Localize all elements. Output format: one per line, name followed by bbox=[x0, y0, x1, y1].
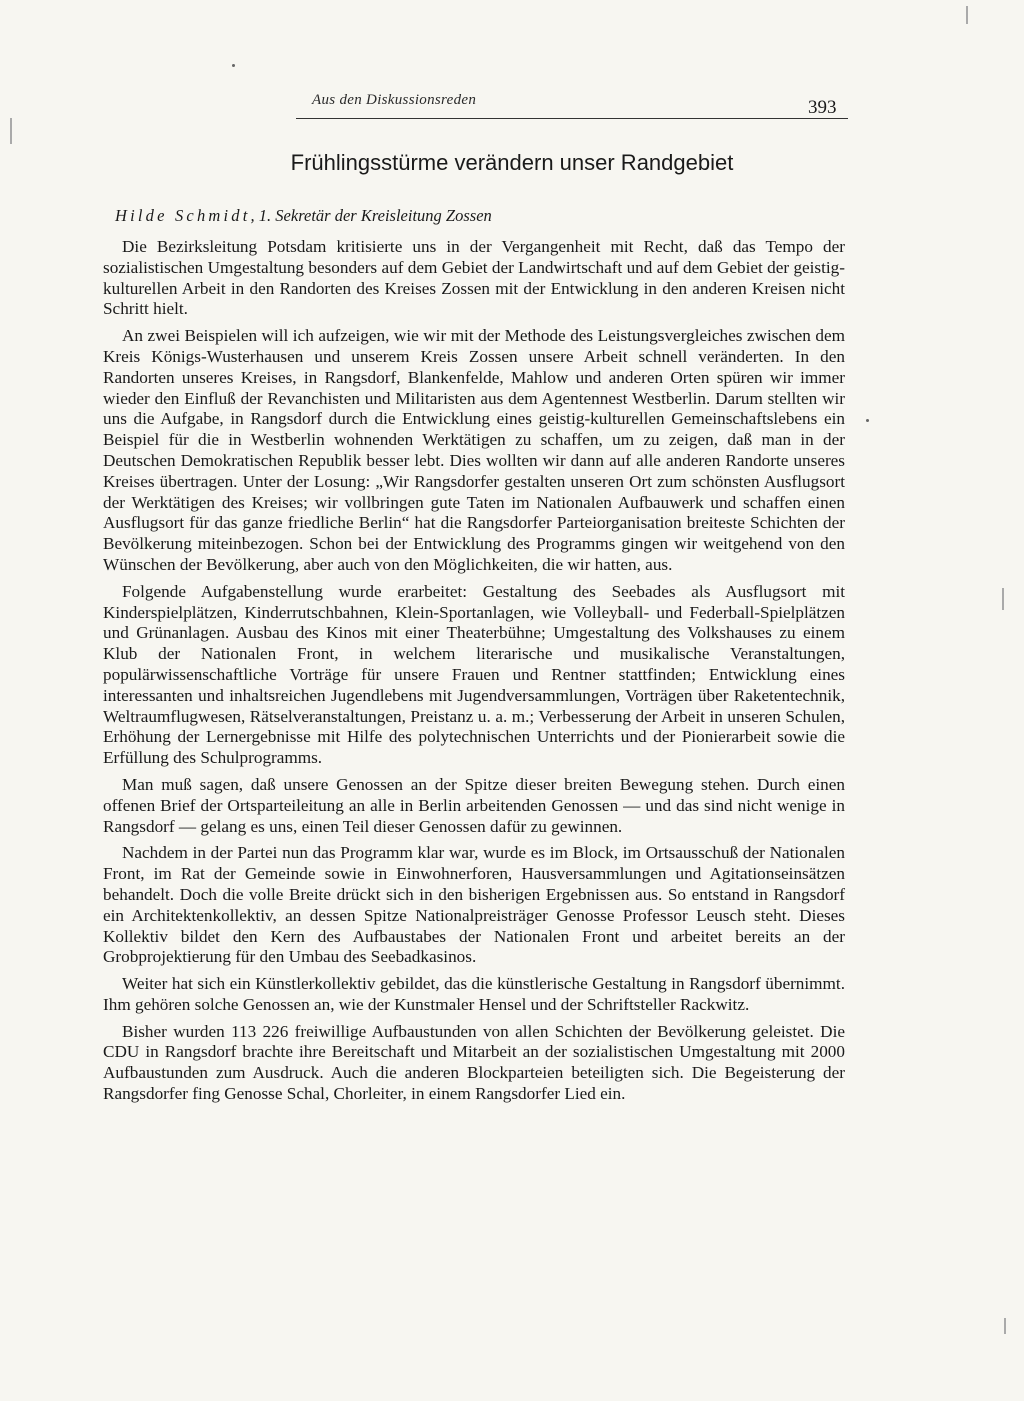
article-body bbox=[103, 237, 845, 1111]
scan-edge-mark bbox=[10, 118, 12, 144]
page-number: 393 bbox=[808, 97, 837, 118]
scan-speck bbox=[232, 64, 235, 67]
scan-edge-mark bbox=[1004, 1318, 1006, 1334]
paragraph: Folgende Aufgabenstellung wurde erarbeitet: Gestaltung des Seebades als Ausflugsort mit Kinderspielplätzen, Kinderrutschbahnen, Klein-Sportanlagen, wie Volleyball- und Federball-Spielplätzen und Grünanlagen. Ausbau des Kinos mit einer Theaterbühne; Umgestaltung des Volkshauses zu einem Klub der Nationalen Front, in welchem literarische und musikalische Veranstaltungen, populärwissenschaftliche Vorträge für unsere Frauen und Rentner stattfinden; Entwicklung eines interessanten und inhaltsreichen Jugendlebens mit Jugendversammlungen, Vorträgen über Raketentechnik, Weltraumflugwesen, Rätselveranstaltungen, Preistanz u. a. m.; Verbesserung der Arbeit in unseren Schulen, Erhöhung der Lernergebnisse mit Hilfe des polytechnischen Unterrichts und der Pionierarbeit sowie die Erfüllung des Schulprogramms. bbox=[103, 581, 845, 768]
scan-speck bbox=[866, 419, 869, 422]
paragraph: Die Bezirksleitung Potsdam kritisierte uns in der Vergangenheit mit Recht, daß das Tempo der sozialistischen Umgestaltung besonders auf dem Gebiet der Landwirtschaft und auf dem Gebiet der geistig-kulturellen Arbeit in den Randorten des Kreises Zossen mit der Entwicklung in den anderen Kreisen nicht Schritt hielt. bbox=[103, 237, 845, 319]
paragraph: Man muß sagen, daß unsere Genossen an der Spitze dieser breiten Bewegung stehen. Durch einen offenen Brief der Ortsparteileitung an alle in Berlin arbeitenden Genossen — und das sind nicht wenige in Rangsdorf — gelang es uns, einen Teil dieser Genossen dafür zu gewinnen. bbox=[103, 774, 845, 836]
paragraph: Weiter hat sich ein Künstlerkollektiv gebildet, das die künstlerische Gestaltung in Rangsdorf übernimmt. Ihm gehören solche Genossen an, wie der Kunstmaler Hensel und der Schriftsteller Rackwitz. bbox=[103, 974, 845, 1014]
author-role: , 1. Sekretär der Kreisleitung Zossen bbox=[250, 206, 492, 225]
author-name: Hilde Schmidt bbox=[115, 206, 251, 225]
header-rule bbox=[296, 118, 848, 119]
article-title: Frühlingsstürme verändern unser Randgebiet bbox=[290, 150, 734, 175]
paragraph: An zwei Beispielen will ich aufzeigen, wie wir mit der Methode des Leistungsvergleiches zwischen dem Kreis Königs-Wusterhausen und unserem Kreis Zossen unsere Arbeit schnell veränderten. In den Randorten unseres Kreises, in Rangsdorf, Blankenfelde, Mahlow und anderen Orten spüren wir immer wieder den Einfluß der Revanchisten und Militaristen aus dem Agentennest Westberlin. Darum stellten wir uns die Aufgabe, in Rangsdorf durch die Entwicklung eines geistig-kulturellen Gemeinschaftslebens ein Beispiel für die in Westberlin wohnenden Werktätigen zu schaffen, um zu zeigen, daß man in der Deutschen Demokratischen Republik besser lebt. Dies wollten wir dann auf alle anderen Randorte unseres Kreises übertragen. Unter der Losung: „Wir Rangsdorfer gestalten unseren Ort zum schönsten Ausflugsort der Werktätigen des Kreises; wir vollbringen gute Taten im Nationalen Aufbauwerk und schaffen einen Ausflugsort für das ganze friedliche Berlin“ hat die Rangsdorfer Parteiorganisation breiteste Schichten der Bevölkerung miteinbezogen. Schon bei der Entwicklung des Programms gingen wir weitgehend von den Wünschen der Bevölkerung, aber auch von den Möglichkeiten, die wir hatten, aus. bbox=[103, 326, 845, 574]
paragraph: Nachdem in der Partei nun das Programm klar war, wurde es im Block, im Ortsausschuß der Nationalen Front, im Rat der Gemeinde sowie in Einwohnerforen, Hausversammlungen und Agitationseinsätzen behandelt. Doch die volle Breite drückt sich in den bisherigen Ergebnissen aus. So entstand in Rangsdorf ein Architektenkollektiv, an dessen Spitze Nationalpreisträger Genosse Professor Leusch steht. Dieses Kollektiv bildet den Kern des Aufbaustabes der Nationalen Front und arbeitet bereits an der Grobprojektierung für den Umbau des Seebadkasinos. bbox=[103, 843, 845, 967]
scan-edge-mark bbox=[966, 6, 968, 24]
scan-edge-mark bbox=[1002, 588, 1004, 610]
running-header: Aus den Diskussionsreden bbox=[312, 92, 477, 108]
paragraph: Bisher wurden 113 226 freiwillige Aufbaustunden von allen Schichten der Bevölkerung geleistet. Die CDU in Rangsdorf brachte ihre Bereitschaft und Mitarbeit an der sozialistischen Umgestaltung mit 2000 Aufbaustunden zum Ausdruck. Auch die anderen Blockparteien beteiligten sich. Die Begeisterung der Rangsdorfer fing Genosse Schal, Chorleiter, in einem Rangsdorfer Lied ein. bbox=[103, 1021, 845, 1104]
author-line bbox=[115, 206, 492, 226]
